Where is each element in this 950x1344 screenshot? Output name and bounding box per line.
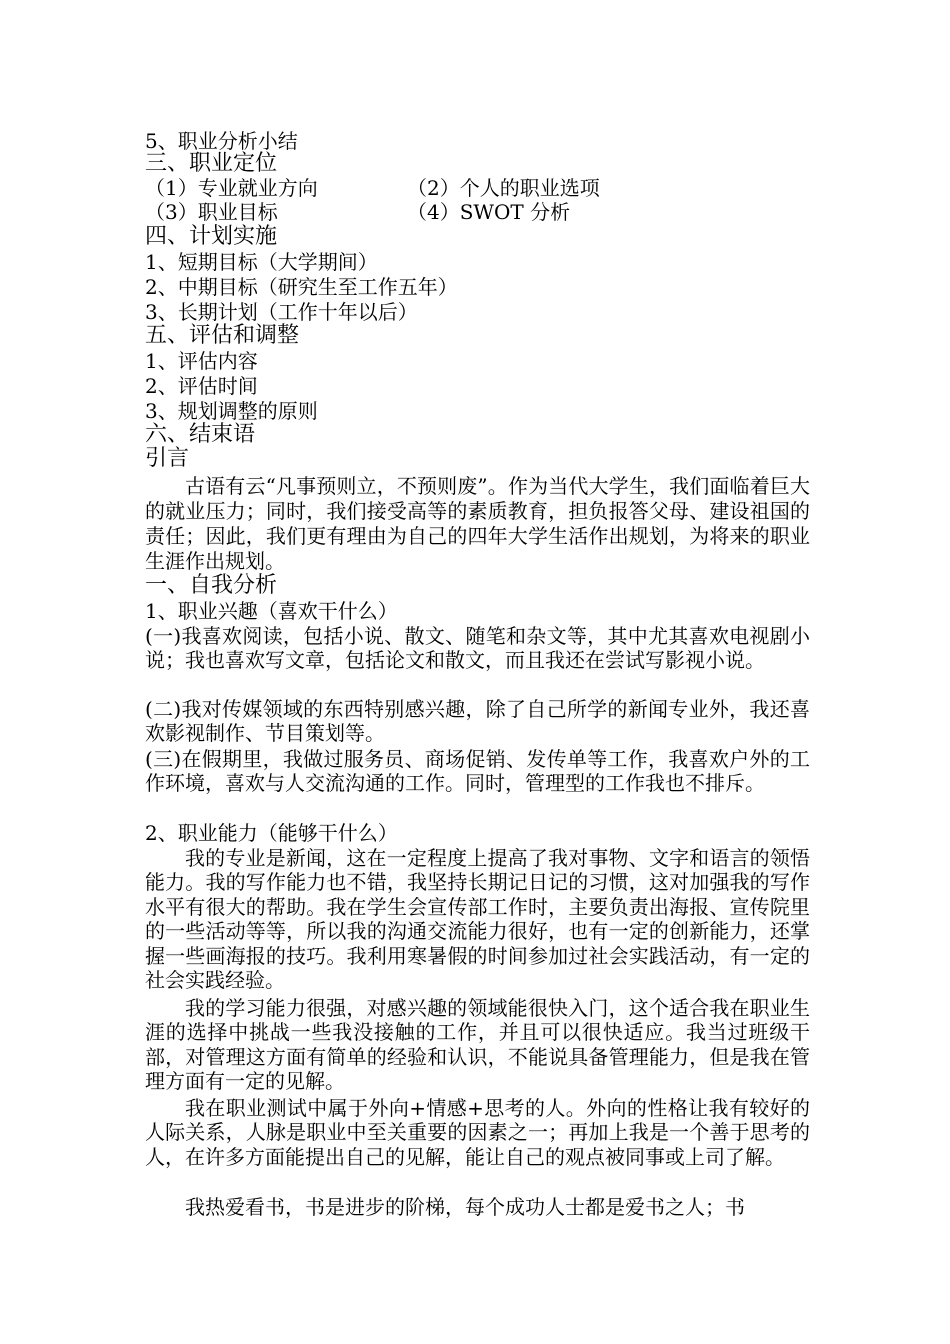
toc-heading-3: 三、职业定位 bbox=[145, 151, 278, 176]
toc-row-2 bbox=[145, 199, 810, 225]
interest-item-3: (三)在假期里，我做过服务员、商场促销、发传单等工作，我喜欢户外的工作环境，喜欢与人交流沟通的工作。同时，管理型的工作我也不排斥。 bbox=[145, 747, 810, 796]
intro-heading: 引言 bbox=[145, 446, 190, 471]
toc-item-5-2: 2、评估时间 bbox=[145, 374, 258, 398]
toc-option-3: （3）职业目标 bbox=[145, 200, 278, 224]
toc-item-4-2: 2、中期目标（研究生至工作五年） bbox=[145, 275, 458, 299]
toc-row-1 bbox=[145, 175, 810, 201]
toc-option-1: （1）专业就业方向 bbox=[145, 176, 318, 200]
toc-item-4-3: 3、长期计划（工作十年以后） bbox=[145, 300, 418, 324]
interest-item-2: (二)我对传媒领域的东西特别感兴趣，除了自己所学的新闻专业外，我还喜欢影视制作、节目策划等。 bbox=[145, 697, 810, 746]
interest-item-1: (一)我喜欢阅读，包括小说、散文、随笔和杂文等，其中尤其喜欢电视剧小说；我也喜欢写文章，包括论文和散文，而且我还在尝试写影视小说。 bbox=[145, 624, 810, 673]
ability-paragraph-1: 我的专业是新闻，这在一定程度上提高了我对事物、文字和语言的领悟能力。我的写作能力也不错，我坚持长期记日记的习惯，这对加强我的写作水平有很大的帮助。我在学生会宣传部工作时，主要负责出海报、宣传院里的一些活动等等，所以我的沟通交流能力很好，也有一定的创新能力，还掌握一些画海报的技巧。我利用寒暑假的时间参加过社会实践活动，有一定的社会实践经验。 bbox=[145, 846, 810, 993]
toc-option-2: （2）个人的职业选项 bbox=[407, 176, 600, 200]
toc-item-5-3: 3、规划调整的原则 bbox=[145, 399, 318, 423]
ability-subheading: 2、职业能力（能够干什么） bbox=[145, 821, 398, 845]
toc-heading-5: 五、评估和调整 bbox=[145, 323, 300, 348]
interest-subheading: 1、职业兴趣（喜欢干什么） bbox=[145, 599, 398, 623]
toc-item-5-1: 1、评估内容 bbox=[145, 349, 258, 373]
ability-paragraph-3: 我在职业测试中属于外向+情感+思考的人。外向的性格让我有较好的人际关系，人脉是职业中至关重要的因素之一；再加上我是一个善于思考的人，在许多方面能提出自己的见解，能让自己的观点被同事或上司了解。 bbox=[145, 1096, 810, 1169]
toc-item-4-1: 1、短期目标（大学期间） bbox=[145, 250, 378, 274]
intro-paragraph: 古语有云“凡事预则立，不预则废”。作为当代大学生，我们面临着巨大的就业压力；同时，我们接受高等的素质教育，担负报答父母、建设祖国的责任；因此，我们更有理由为自己的四年大学生活作出规划，为将来的职业生涯作出规划。 bbox=[145, 474, 810, 573]
self-analysis-heading: 一、自我分析 bbox=[145, 573, 278, 598]
toc-heading-6: 六、结束语 bbox=[145, 422, 256, 447]
ability-paragraph-4: 我热爱看书，书是进步的阶梯，每个成功人士都是爱书之人；书 bbox=[185, 1195, 745, 1219]
toc-heading-4: 四、计划实施 bbox=[145, 224, 278, 249]
ability-paragraph-2: 我的学习能力很强，对感兴趣的领域能很快入门，这个适合我在职业生涯的选择中挑战一些我没接触的工作，并且可以很快适应。我当过班级干部，对管理这方面有简单的经验和认识，不能说具备管理能力，但是我在管理方面有一定的见解。 bbox=[145, 996, 810, 1094]
toc-item-5: 5、职业分析小结 bbox=[145, 129, 298, 153]
toc-option-4: （4）SWOT 分析 bbox=[407, 200, 571, 224]
